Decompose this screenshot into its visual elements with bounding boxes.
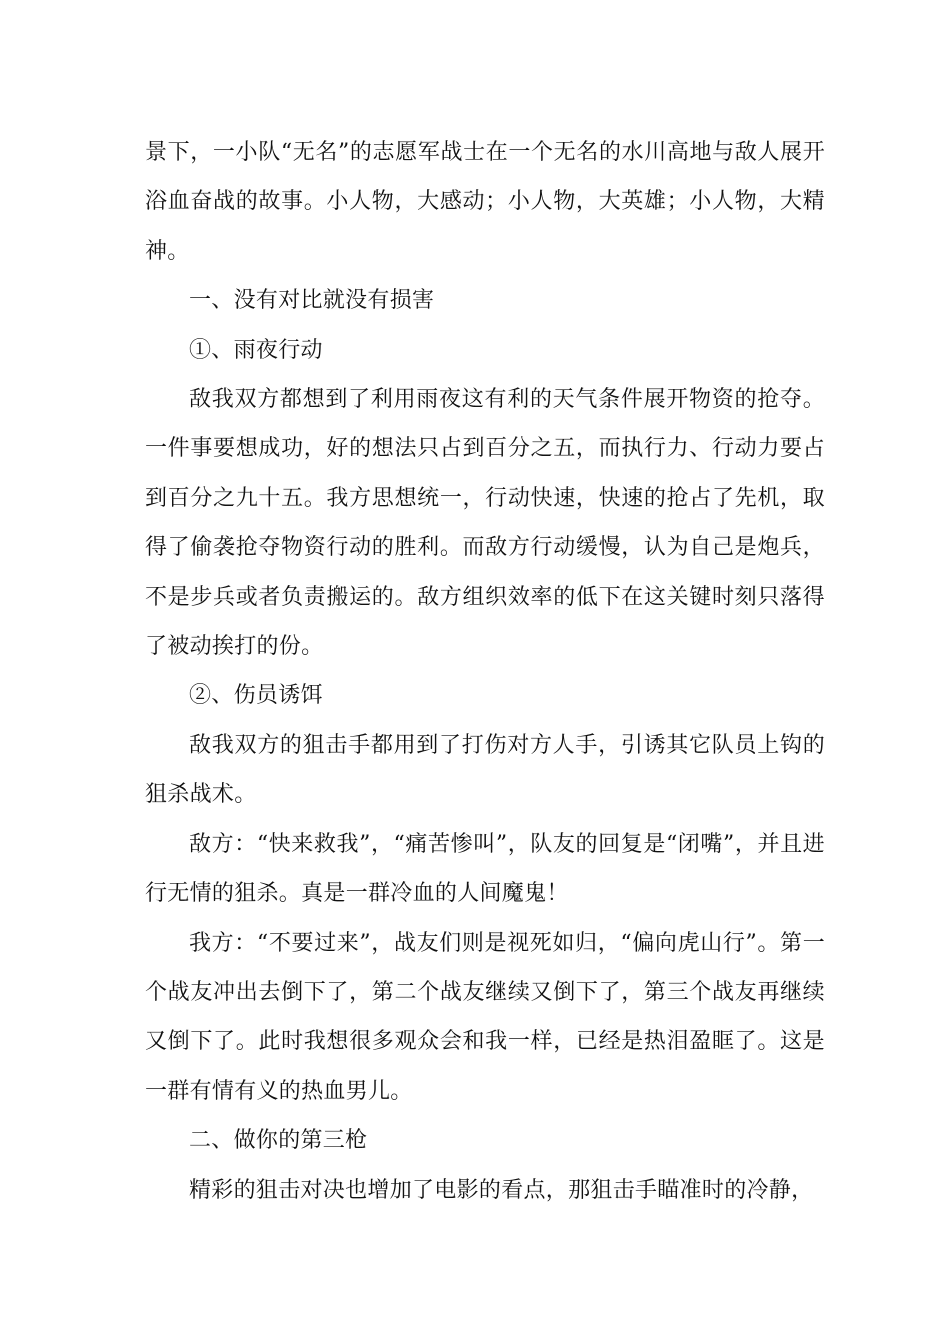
paragraph-sniper-tactic: 敌我双方的狙击手都用到了打伤对方人手，引诱其它队员上钩的狙杀战术。 <box>145 732 825 808</box>
paragraph-sniper-duel: 精彩的狙击对决也增加了电影的看点，那狙击手瞄准时的冷静， <box>189 1177 814 1203</box>
subsection-heading-rain-night: ①、雨夜行动 <box>189 337 323 363</box>
paragraph-our-side: 我方：“不要过来”，战友们则是视死如归，“偏向虎山行”。第一个战友冲出去倒下了，第二个战友继续又倒下了，第三个战友再继续又倒下了。此时我想很多观众会和我一样，已经是热泪盈眶了。这是一群有情有义的热血男儿。 <box>145 930 825 1104</box>
document-body <box>145 128 825 1215</box>
paragraph-enemy-side: 敌方：“快来救我”，“痛苦惨叫”，队友的回复是“闭嘴”，并且进行无情的狙杀。真是一群冷血的人间魔鬼！ <box>145 831 825 907</box>
subsection-heading-wounded-bait: ②、伤员诱饵 <box>189 683 323 709</box>
section-heading-1: 一、没有对比就没有损害 <box>189 288 435 314</box>
section-heading-2: 二、做你的第三枪 <box>189 1128 368 1154</box>
paragraph-continuation: 景下，一小队“无名”的志愿军战士在一个无名的水川高地与敌人展开浴血奋战的故事。小人物，大感动；小人物，大英雄；小人物，大精神。 <box>145 140 825 264</box>
paragraph-rain-night: 敌我双方都想到了利用雨夜这有利的天气条件展开物资的抢夺。一件事要想成功，好的想法只占到百分之五，而执行力、行动力要占到百分之九十五。我方思想统一，行动快速，快速的抢占了先机，取得了偷袭抢夺物资行动的胜利。而敌方行动缓慢，认为自己是炮兵，不是步兵或者负责搬运的。敌方组织效率的低下在这关键时刻只落得了被动挨打的份。 <box>145 387 825 660</box>
